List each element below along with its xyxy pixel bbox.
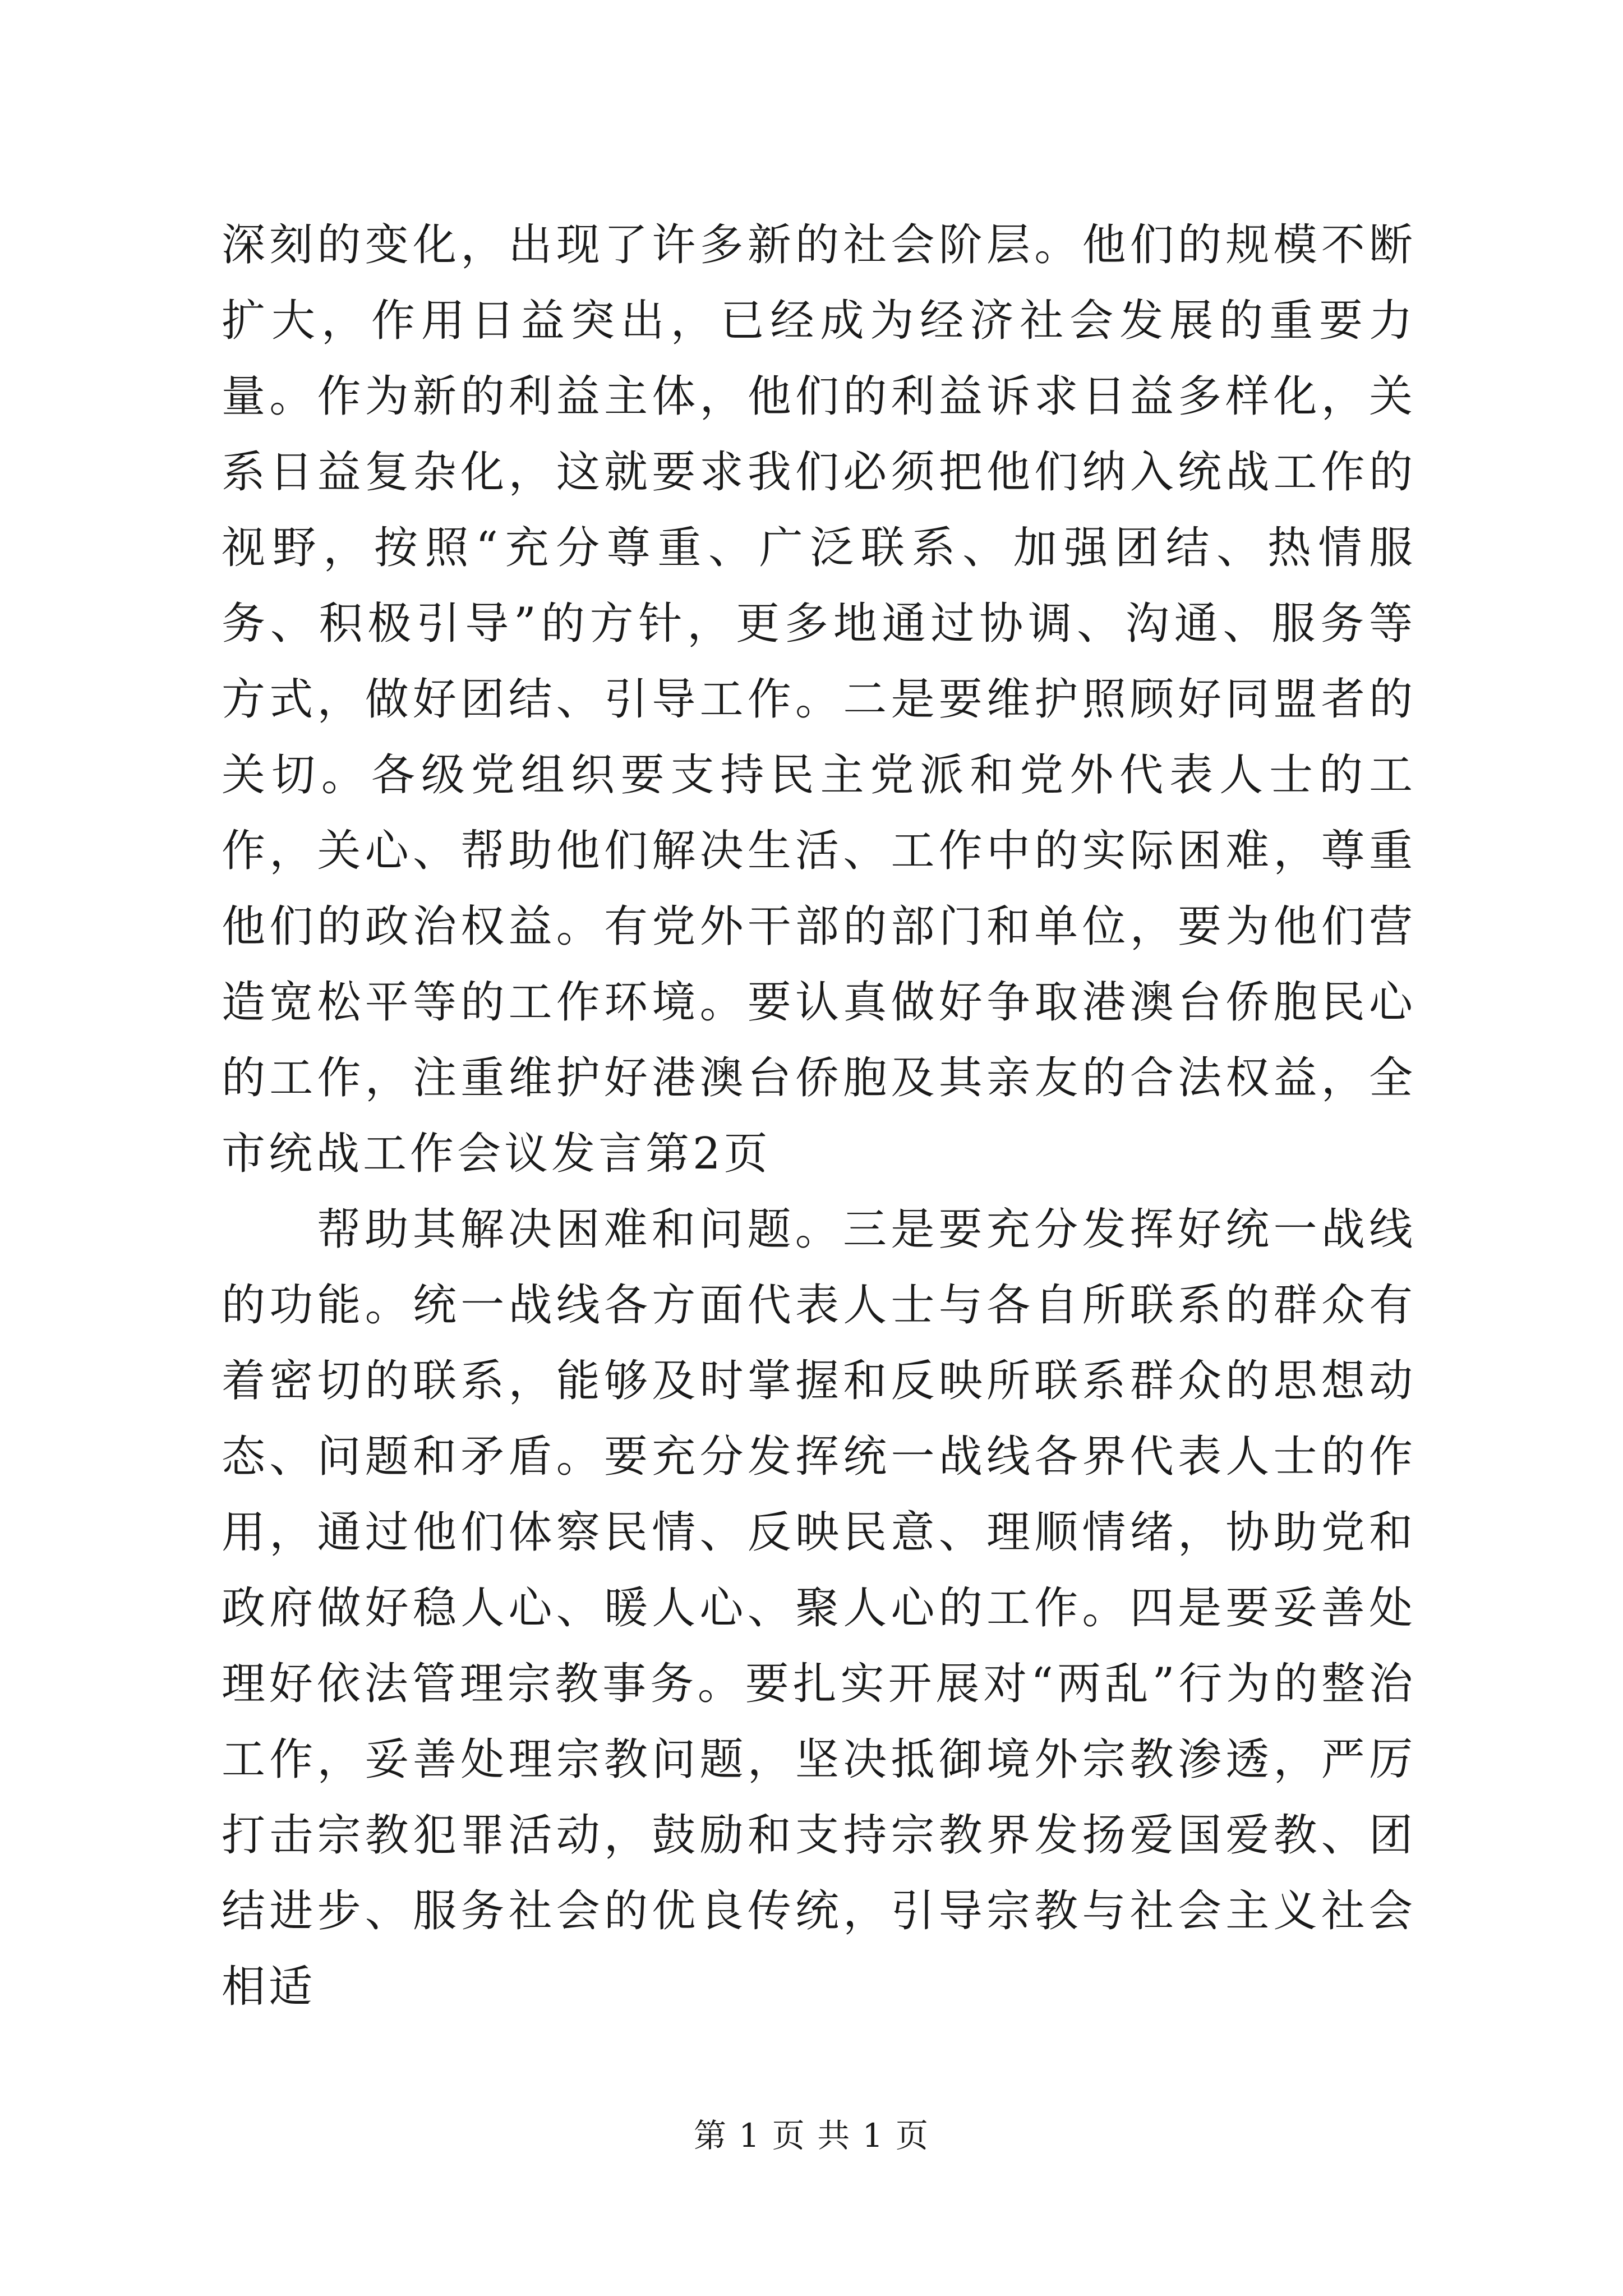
- paragraph-2: 帮助其解决困难和问题。三是要充分发挥好统一战线的功能。统一战线各方面代表人士与各自所联系的群众有着密切的联系，能够及时掌握和反映所联系群众的思想动态、问题和矛盾。要充分发挥统一战线各界代表人士的作用，通过他们体察民情、反映民意、理顺情绪，协助党和政府做好稳人心、暖人心、聚人心的工作。四是要妥善处理好依法管理宗教事务。要扎实开展对“两乱”行为的整治工作，妥善处理宗教问题，坚决抵御境外宗教渗透，严厉打击宗教犯罪活动，鼓励和支持宗教界发扬爱国爱教、团结进步、服务社会的优良传统，引导宗教与社会主义社会相适: [222, 1204, 1416, 2012]
- paragraph-1: 深刻的变化，出现了许多新的社会阶层。他们的规模不断扩大，作用日益突出，已经成为经济社会发展的重要力量。作为新的利益主体，他们的利益诉求日益多样化，关系日益复杂化，这就要求我们必须把他们纳入统战工作的视野，按照“充分尊重、广泛联系、加强团结、热情服务、积极引导”的方针，更多地通过协调、沟通、服务等方式，做好团结、引导工作。二是要维护照顾好同盟者的关切。各级党组织要支持民主党派和党外代表人士的工作，关心、帮助他们解决生活、工作中的实际困难，尊重他们的政治权益。有党外干部的部门和单位，要为他们营造宽松平等的工作环境。要认真做好争取港澳台侨胞民心的工作，注重维护好港澳台侨胞及其亲友的合法权益，全市统战工作会议发言第2页: [222, 220, 1416, 1179]
- page-footer: 第 1 页 共 1 页: [694, 2116, 929, 2155]
- document-body: [222, 208, 1416, 2025]
